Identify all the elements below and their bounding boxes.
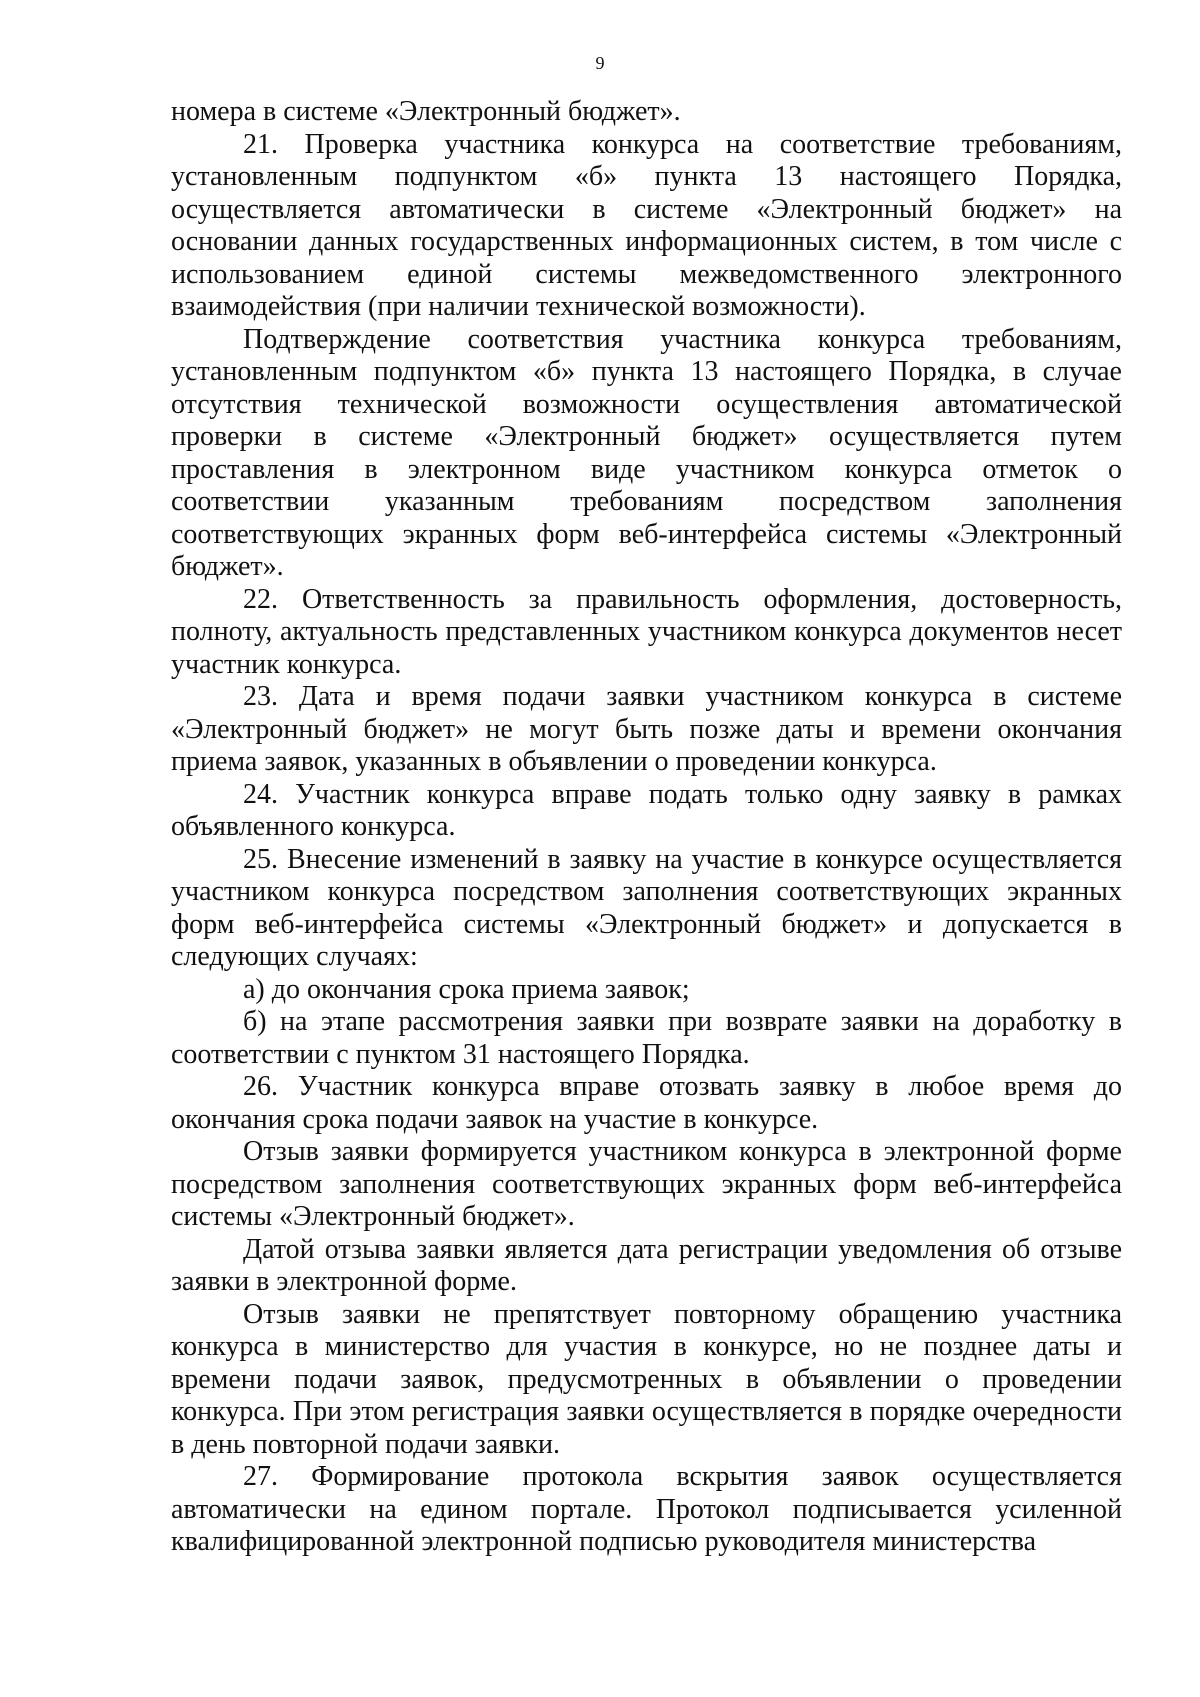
- paragraph-item-22: 22. Ответственность за правильность оформления, достоверность, полноту, актуальность представленных участником конкурса документов несет участник конкурса.: [171, 583, 1122, 680]
- paragraph-item-27: 27. Формирование протокола вскрытия заявок осуществляется автоматически на едином портале. Протокол подписывается усиленной квалифицированной электронной подписью руководителя министерства: [171, 1461, 1122, 1557]
- paragraph-subitem-a: а) до окончания срока приема заявок;: [243, 973, 690, 1005]
- paragraph-subitem-b: б) на этапе рассмотрения заявки при возврате заявки на доработку в соответствии с пунктом 31 настоящего Порядка.: [171, 1006, 1122, 1070]
- paragraph-withdrawal-form: Отзыв заявки формируется участником конкурса в электронной форме посредством заполнения соответствующих экранных форм веб-интерфейса системы «Электронный бюджет».: [171, 1136, 1122, 1232]
- paragraph-item-21: 21. Проверка участника конкурса на соответствие требованиям, установленным подпунктом «б» пункта 13 настоящего Порядка, осуществляется автоматически в системе «Электронный бюджет» на основании данных государственных информационных систем, в том числе с использованием единой системы межведомственного электронного взаимодействия (при наличии технической возможности).: [171, 128, 1122, 322]
- paragraph-continuation: номера в системе «Электронный бюджет».: [171, 96, 681, 127]
- paragraph-item-23: 23. Дата и время подачи заявки участником конкурса в системе «Электронный бюджет» не могут быть позже даты и времени окончания приема заявок, указанных в объявлении о проведении конкурса.: [171, 681, 1122, 777]
- paragraph-withdrawal-date: Датой отзыва заявки является дата регистрации уведомления об отзыве заявки в электронной форме.: [171, 1233, 1122, 1297]
- paragraph-item-25: 25. Внесение изменений в заявку на участие в конкурсе осуществляется участником конкурса посредством заполнения соответствующих экранных форм веб-интерфейса системы «Электронный бюджет» и допускается в следующих случаях:: [171, 843, 1122, 972]
- document-body: [171, 96, 1122, 1559]
- paragraph-item-24: 24. Участник конкурса вправе подать только одну заявку в рамках объявленного конкурса.: [171, 778, 1122, 842]
- page-number: 9: [595, 53, 605, 73]
- paragraph-item-26: 26. Участник конкурса вправе отозвать заявку в любое время до окончания срока подачи заявок на участие в конкурсе.: [171, 1071, 1122, 1135]
- paragraph-withdrawal-repeat: Отзыв заявки не препятствует повторному обращению участника конкурса в министерство для участия в конкурсе, но не позднее даты и времени подачи заявок, предусмотренных в объявлении о проведении конкурса. При этом регистрация заявки осуществляется в порядке очередности в день повторной подачи заявки.: [171, 1298, 1122, 1460]
- paragraph-confirmation: Подтверждение соответствия участника конкурса требованиям, установленным подпунктом «б» пункта 13 настоящего Порядка, в случае отсутствия технической возможности осуществления автоматической проверки в системе «Электронный бюджет» осуществляется путем проставления в электронном виде участником конкурса отметок о соответствии указанным требованиям посредством заполнения соответствующих экранных форм веб-интерфейса системы «Электронный бюджет».: [171, 323, 1122, 582]
